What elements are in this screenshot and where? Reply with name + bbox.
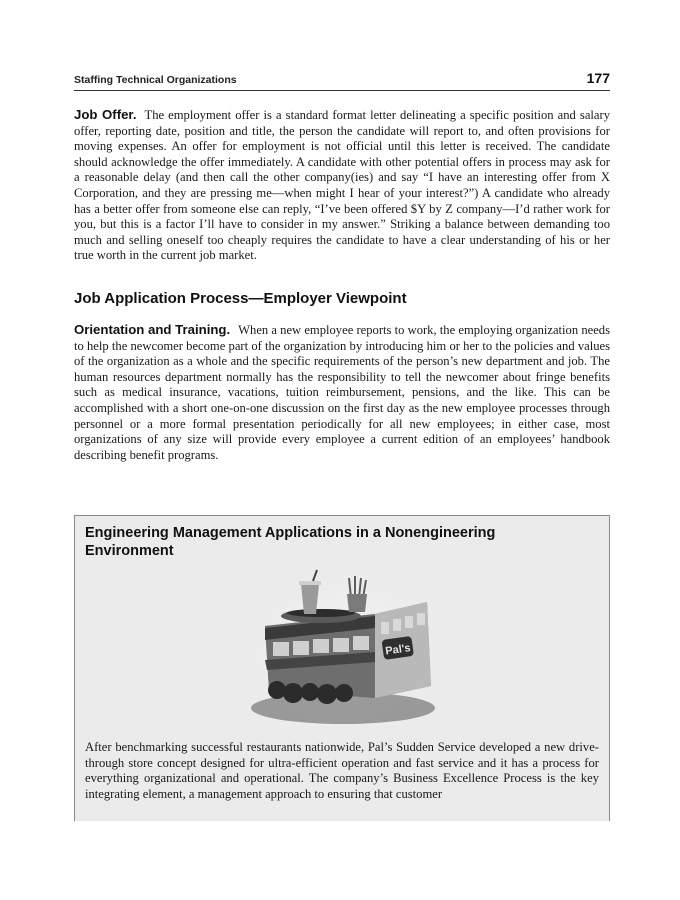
orientation-heading: Orientation and Training. xyxy=(74,322,231,337)
job-offer-heading: Job Offer. xyxy=(74,107,137,122)
running-head xyxy=(74,70,610,91)
running-title: Staffing Technical Organizations xyxy=(74,74,237,86)
sign-text: Pal's xyxy=(384,642,412,658)
job-offer-paragraph xyxy=(74,107,610,264)
orientation-body: When a new employee reports to work, the employing organization needs to help the newcomer become part of the organization by introducing him or her to the policies and values of the organization as a whole and the specific requirements of the person’s new department and job. The human resources department normally has the responsibility to tell the newcomer about fringe benefits such as medical insurance, vacations, tuition reimbursement, pensions, and the like. This can be accomplished with a short one-on-one discussion on the first day as the new employee processes through personnel or a more formal presentation periodically for all new employees; in either case, most organizations of any size will provide every employee a current edition of an employees’ handbook describing benefit programs. xyxy=(74,323,611,462)
case-study-sidebar xyxy=(74,515,610,821)
restaurant-building-photo xyxy=(247,568,439,726)
sidebar-body: After benchmarking successful restaurants nationwide, Pal’s Sudden Service developed a new drive-through store concept designed for ultra-efficient operation and fast service and it has a process for everything organizational and operational. The company’s Business Excellence Process is the key integrating element, a management approach to ensuring that customer xyxy=(85,740,599,801)
orientation-paragraph xyxy=(74,322,610,463)
job-offer-body: The employment offer is a standard format letter delineating a specific position and salary offer, reporting date, position and title, the person the candidate will report to, and often provisions for moving expenses. An offer for employment is not official until this letter is received. The candidate should acknowledge the offer immediately. A candidate with other potential offers in process may ask for a reasonable delay (and then call the other company(ies) and say “I have an interesting offer from X Corporation, and they are pressing me—when might I hear of your interest?”) A candidate who already has a better offer from someone else can reply, “I’ve been offered $Y by Z company—I’d rather work for you, but this is a factor I’ll have to consider in my answer.” Striking a balance between demanding too much and selling oneself too cheaply requires the candidate to have a clear understanding of his or her true worth in the current job market. xyxy=(74,108,610,263)
section-heading: Job Application Process—Employer Viewpoint xyxy=(74,290,407,307)
sidebar-title: Engineering Management Applications in a Nonengineering Environment xyxy=(85,525,496,559)
page-number: 177 xyxy=(586,70,610,86)
